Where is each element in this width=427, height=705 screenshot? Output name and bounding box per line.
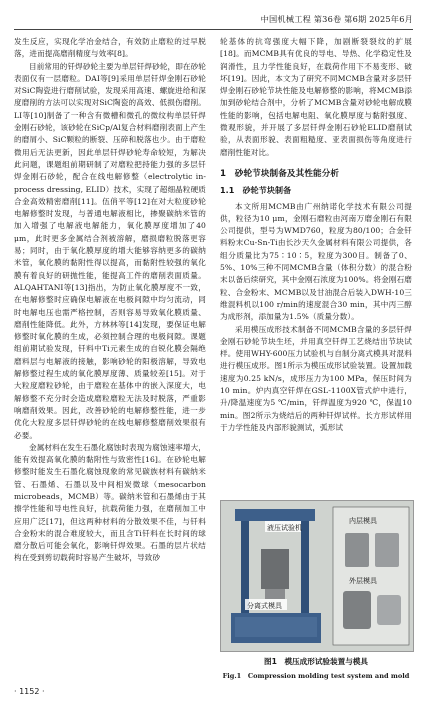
page-number: · 1152 · [14,687,45,696]
running-header: 中国机械工程 第36卷 第6期 2025年6月 [260,14,413,24]
figure-caption-en: Fig.1 Compression molding test system and mold [222,672,410,680]
header-rule [14,29,413,30]
figure-label-press: 液压试验机 [267,524,302,532]
left-column [14,36,206,686]
figure-label-split-mold: 分离式模具 [247,602,282,610]
paragraph: 轮基体的抗弯强度大幅下降，加剧断裂裂纹的扩展[18]。而MCMB具有优良的导电、导热、化学稳定性及润滑性，且力学性能良好，在载荷作用下不易变形、破坏[19]。因此，本文为了研究不同MCMB含量对多层钎焊金刚石砂轮节块性能及电解修整的影响，将MCMB添加到砂轮结合剂中，分析了MCMB含量对砂轮电解成膜性能的影响，包括电解电阻、氧化膜厚度与黏附强度、微观形貌，并开展了多层钎焊金刚石砂轮ELID磨削试验，从表面形貌、表面粗糙度、亚表面损伤等角度进行磨削性能对比。 [220,37,412,157]
right-column [220,36,412,496]
subsection-heading: 1.1 砂轮节块制备 [220,186,292,196]
figure-caption-cn: 图1 模压成形试验装置与模具 [263,657,368,666]
section-heading: 1 砂轮节块制备及其性能分析 [220,168,340,179]
figure-label-outer-mold: 外层模具 [349,577,377,585]
figure-label-inner-mold: 内层模具 [349,517,377,525]
paragraph: 金属材料在发生石墨化腐蚀时表现为腐蚀速率增大，能有效提高氧化膜的黏附性与致密性[16]。在砂轮电解修整时能发生石墨化腐蚀现象的常见碳族材料有碳纳米管、石墨烯、石墨以及中间相炭微球（mesocarbon microbeads，MCMB）等。碳纳米管和石墨烯由于其擦学性能和导电性良好，抗载荷能力强，在磨削加工中应用广泛[17]，但这两种材料的分散效果不佳，与钎料合金粉末的混合难度较大，而且含Ti钎料在长时间的球磨分散后可能会氧化，影响钎焊效果。石墨的层片状结构在受到剪切载荷时容易产生破坏，导致砂 [14,442,206,563]
paragraph: 目前常用的钎焊砂轮主要为单层钎焊砂轮，即在砂轮表面仅有一层磨粒。DAI等[9]采用单层钎焊金刚石砂轮对SiC陶瓷进行磨削试验，发现采用高速、螺旋进给和深度磨削的方法可以实现对SiC陶瓷的高效、低损伤磨削。LI等[10]制备了一种含有微槽和微孔的微纹构单层钎焊金刚石砂轮，该砂轮在SiCp/Al复合材料磨削表面上产生的磨屑小、SiC颗粒的断裂、压碎和脱落也少。由于磨粒微用后无法更新，因此单层钎焊砂轮寿命较短，为解决此问题，课题组前期研制了对磨粒把持能力强的多层钎焊金刚石砂轮，配合在线电解修整（electrolytic in-process dressing, ELID）技术，实现了超细晶粒硬质合金高效精密磨削[11]。伍俏平等[12]在对大粒度砂轮电解修整时发现，与普通电解液相比，掺聚碳纳米管的加入增强了电解液电解能力，氧化膜厚度增加了40 μm，此时更多金属结合剂被溶解，磨损磨粒脱落更容易；同时，由于氧化膜厚度的增大能够容纳更多的碳纳米管，氧化膜的黏附性得以提高，而黏附性较强的氧化膜有着良好的研抛性能，能提高工件的磨削表面质量。ALQAHTANI等[13]指出，为防止氧化膜厚度不一致，在电解修整时应确保电解液在电极间隙中均匀流动，同时电解电压也需严格控制，否则容易导致氧化膜质量、磨削性能降低。此外，方林林等[14]发现，要保证电解修整时氧化膜的生成，必须控制合理的电极间隙。课题组前期试验发现，钎料中Ti元素生成的自锐化膜会隔绝磨料层与电解液的接触，影响砂轮的阳极溶解，导致电解修整过程生成的氧化膜厚度薄、质量较差[15]。对于大粒度磨粒砂轮，由于磨粒在基体中的嵌入深度大，电解修整不充分时会造成磨粒磨粒无法及时脱落，严重影响磨削效果。因此，改善砂轮的电解修整性能，进一步优化大粒度多层钎焊砂轮的在线电解修整磨削效果很有必要。 [14,61,206,440]
figure-1-photo [220,500,414,652]
paragraph: 本文所用MCMB由广州纳诺化学技术有限公司提供，粒径为10 μm，金刚石磨粒由河南万磨金刚石有限公司提供，型号为WMD760，粒度为80/100；合金钎料粉末Cu-Sn-Ti由长沙天久金属材料有限公司提供，各组分质量比为75∶10∶5，粒度为300目。制备了0、5%、10%三种不同MCMB含量（体积分数）的混合粉末以备后续研究，其中金刚石浓度为100%。将金刚石磨粒、合金粉末、MCMB以及甘油混合后装入DWH-10三维混料机以100 r/min的速度混合30 min，其中丙三醇为成形剂，添加量为1.5%（质量分数）。 [220,201,412,322]
test-system-illustration [221,501,413,651]
paragraph: 发生反应，实现化学冶金结合，有效防止磨粒的过早脱落，进而提高磨削精度与效率[8]。 [14,37,206,59]
paragraph: 采用模压成形技术制备不同MCMB含量的多层钎焊金刚石砂轮节块生坯，并用真空钎焊工艺烧结出节块试样。使用WHY-600压力试验机与自制分离式模具对混料进行模压成形。图1所示为模压成形试验装置。设置加载速度为0.25 kN/s，成形压力为100 MPa，保压时间为10 min。炉内真空钎焊在GSL-1100X管式炉中进行，升/降温速度为5 ℃/min，钎焊温度为920 ℃，保温10 min。图2所示为烧结后的两种钎焊试样。长方形试样用于力学性能及内部形貌测试，弧形试 [220,324,412,432]
